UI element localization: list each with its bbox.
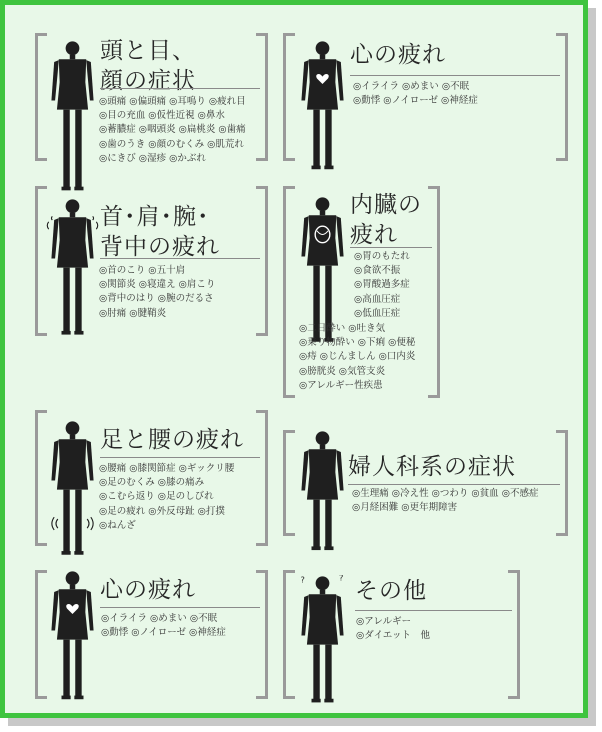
symptom-item: ◎痔 xyxy=(299,351,317,363)
symptom-item: ◎五十肩 xyxy=(148,265,186,276)
symptom-item: ◎神経症 xyxy=(189,627,226,639)
left-bracket xyxy=(283,570,295,699)
card-title xyxy=(350,40,446,70)
frame-shadow xyxy=(8,718,596,726)
symptom-item: ◎動悸 xyxy=(353,95,381,107)
symptom-row xyxy=(353,94,481,108)
symptom-item: ◎蓄膿症 xyxy=(99,124,136,136)
symptom-item: ◎寝違え xyxy=(138,279,176,291)
female-figure-icon xyxy=(295,430,350,555)
symptom-row xyxy=(354,278,413,292)
symptom-item: ◎高血圧症 xyxy=(354,293,401,305)
female-figure-legs-icon xyxy=(45,420,100,560)
symptom-item: ◎扁桃炎 xyxy=(178,124,216,136)
symptom-item: ◎肩こり xyxy=(178,279,216,291)
symptom-item: ◎湿疹 xyxy=(138,152,167,164)
svg-text:?: ? xyxy=(300,575,305,585)
card-title-line: 頭と目、 xyxy=(100,38,196,64)
symptom-list xyxy=(299,322,418,393)
symptom-item: ◎外反母趾 xyxy=(148,505,195,517)
female-figure-heart-icon xyxy=(45,570,100,704)
symptom-item: ◎肘痛 xyxy=(99,307,127,319)
card-title xyxy=(350,190,422,250)
symptom-item: ◎不眠 xyxy=(441,81,470,92)
symptom-list xyxy=(352,487,541,515)
symptom-item: ◎胃のもたれ xyxy=(354,251,410,262)
symptom-item: ◎にきび xyxy=(99,152,136,164)
symptom-item: ◎アレルギー xyxy=(356,616,412,627)
symptom-row xyxy=(353,80,481,94)
symptom-list xyxy=(99,95,249,166)
symptom-list xyxy=(356,615,433,643)
symptom-item: ◎歯痛 xyxy=(218,124,246,136)
symptom-item: ◎ノイローゼ xyxy=(383,95,439,107)
symptom-item: ◎低血圧症 xyxy=(354,307,401,319)
symptom-item: ◎貧血 xyxy=(471,488,499,499)
symptom-row xyxy=(101,612,229,626)
symptom-item: ◎不眠 xyxy=(189,613,218,624)
frame-shadow xyxy=(588,8,596,724)
female-figure-heart-icon xyxy=(295,40,350,174)
symptom-item: ◎つわり xyxy=(431,488,469,499)
symptom-item: ◎めまい xyxy=(150,613,187,624)
symptom-item: ◎イライラ xyxy=(101,613,148,624)
symptom-item: ◎動悸 xyxy=(101,627,129,639)
symptom-row xyxy=(299,350,418,364)
symptom-row xyxy=(354,293,413,307)
title-rule xyxy=(100,88,260,89)
symptom-item: ◎足の疲れ xyxy=(99,505,146,517)
symptom-list xyxy=(99,462,237,533)
symptom-item: ◎歯のうき xyxy=(99,138,146,150)
symptom-row xyxy=(99,505,237,519)
symptom-item: ◎冷え性 xyxy=(391,488,429,499)
symptom-item: ◎耳鳴り xyxy=(169,96,206,107)
symptom-item: ◎膀胱炎 xyxy=(299,365,336,377)
card-title xyxy=(348,452,516,482)
left-bracket xyxy=(283,33,295,161)
card-title xyxy=(100,202,220,262)
symptom-item: ◎頭痛 xyxy=(99,96,127,107)
symptom-row xyxy=(99,462,237,476)
symptom-item: ◎顔のむくみ xyxy=(148,138,205,150)
symptom-row xyxy=(299,322,418,336)
right-bracket xyxy=(256,186,268,336)
symptom-item: ◎関節炎 xyxy=(99,279,136,291)
symptom-item: ◎こむら返り xyxy=(99,491,155,503)
symptom-item: ◎膝関節症 xyxy=(129,463,176,474)
symptom-item: ◎吐き気 xyxy=(348,323,386,334)
card-title-line: 足と腰の疲れ xyxy=(100,427,244,453)
card-title-line: 婦人科系の症状 xyxy=(348,454,516,480)
card-title xyxy=(100,36,196,96)
title-rule xyxy=(100,457,260,458)
symptom-row xyxy=(101,626,229,640)
title-rule xyxy=(355,610,512,611)
symptom-item: ◎二日酔い xyxy=(299,323,346,334)
symptom-item: ◎めまい xyxy=(402,81,439,92)
symptom-item: ◎足のしびれ xyxy=(157,491,214,503)
title-rule xyxy=(348,484,560,485)
card-title-line: 心の疲れ xyxy=(100,577,196,603)
symptom-row xyxy=(99,490,237,504)
right-bracket xyxy=(556,33,568,161)
card-title-line: 心の疲れ xyxy=(350,42,446,68)
card-title-line: その他 xyxy=(355,578,427,604)
title-rule xyxy=(100,607,260,608)
symptom-item: ◎気管支炎 xyxy=(338,365,386,377)
symptom-row xyxy=(354,264,413,278)
symptom-row xyxy=(299,379,418,393)
symptom-item: ◎ノイローゼ xyxy=(131,627,187,639)
symptom-item: ◎下痢 xyxy=(357,337,386,349)
symptom-item: ◎鼻水 xyxy=(197,110,225,122)
card-title-line: 顔の症状 xyxy=(100,68,196,94)
right-bracket xyxy=(256,410,268,546)
symptom-row xyxy=(99,95,249,109)
symptom-row xyxy=(352,501,541,515)
symptom-row xyxy=(356,629,433,643)
symptom-item: ◎じんましん xyxy=(319,351,376,363)
card-title xyxy=(100,575,196,605)
symptom-row xyxy=(99,109,249,123)
symptom-item: ◎目の充血 xyxy=(99,110,146,122)
symptom-item: ◎腱鞘炎 xyxy=(129,307,167,319)
symptom-item: ◎足のむくみ xyxy=(99,477,155,489)
symptom-item: ◎偏頭痛 xyxy=(129,96,167,107)
symptom-row xyxy=(99,519,237,533)
symptom-item: ◎咽頭炎 xyxy=(138,124,176,136)
symptom-item: ◎アレルギー性疾患 xyxy=(299,379,383,391)
card-title-line: 首･肩･腕･ xyxy=(100,204,210,230)
symptom-item: ◎更年期障害 xyxy=(401,502,458,514)
symptom-row xyxy=(356,615,433,629)
card-title xyxy=(355,576,427,606)
symptom-item: ◎ねんざ xyxy=(99,519,136,531)
symptom-item: ◎腰痛 xyxy=(99,463,127,474)
card-title xyxy=(100,425,244,455)
symptom-row xyxy=(99,278,218,292)
symptom-item: ◎月経困難 xyxy=(352,502,399,514)
symptom-item: ◎胃酸過多症 xyxy=(354,279,410,291)
symptom-list xyxy=(354,250,413,321)
symptom-item: ◎疲れ目 xyxy=(208,96,246,107)
symptom-item: ◎神経症 xyxy=(441,95,478,107)
symptom-row xyxy=(354,250,413,264)
right-bracket xyxy=(508,570,520,699)
female-figure-question-icon xyxy=(295,575,350,707)
left-bracket xyxy=(283,430,295,536)
symptom-row xyxy=(99,307,218,321)
symptom-item: ◎腕のだるさ xyxy=(157,293,214,305)
symptom-item: ◎ダイエット 他 xyxy=(356,630,431,642)
symptom-row xyxy=(99,123,249,137)
symptom-item: ◎打撲 xyxy=(197,505,225,517)
svg-text:?: ? xyxy=(338,575,344,583)
symptom-item: ◎不感症 xyxy=(501,488,539,499)
right-bracket xyxy=(428,186,440,398)
female-figure-icon xyxy=(45,40,100,195)
right-bracket xyxy=(256,33,268,161)
symptom-item: ◎首のこり xyxy=(99,265,146,276)
symptom-item: ◎口内炎 xyxy=(378,351,416,363)
symptom-item: ◎ギックリ腰 xyxy=(178,463,235,474)
symptom-row xyxy=(99,152,249,166)
left-bracket xyxy=(283,186,295,398)
title-rule xyxy=(100,258,260,259)
symptom-item: ◎背中のはり xyxy=(99,293,155,305)
title-rule xyxy=(350,247,432,248)
symptom-item: ◎便秘 xyxy=(388,337,416,349)
symptom-row xyxy=(99,264,218,278)
title-rule xyxy=(350,75,560,76)
symptom-item: ◎食欲不振 xyxy=(354,265,401,277)
symptom-item: ◎肌荒れ xyxy=(207,138,244,150)
symptom-row xyxy=(354,307,413,321)
symptom-item: ◎膝の痛み xyxy=(157,477,205,489)
symptom-list xyxy=(353,80,481,108)
symptom-item: ◎生理痛 xyxy=(352,488,389,499)
right-bracket xyxy=(556,430,568,536)
symptom-row xyxy=(299,336,418,350)
symptom-list xyxy=(99,264,218,321)
symptom-item: ◎仮性近視 xyxy=(148,110,195,122)
card-title-line: 背中の疲れ xyxy=(100,234,220,260)
symptom-row xyxy=(99,292,218,306)
female-figure-ache-icon xyxy=(45,198,100,340)
symptom-row xyxy=(299,365,418,379)
symptom-row xyxy=(99,138,249,152)
symptom-row xyxy=(352,487,541,501)
symptom-row xyxy=(99,476,237,490)
symptom-item: ◎乗り物酔い xyxy=(299,337,355,349)
card-title-line: 内臓の xyxy=(350,192,422,218)
card-title-line: 疲れ xyxy=(350,222,398,248)
symptom-item: ◎イライラ xyxy=(353,81,400,92)
right-bracket xyxy=(256,570,268,699)
symptom-list xyxy=(101,612,229,640)
symptom-item: ◎かぶれ xyxy=(169,152,206,164)
